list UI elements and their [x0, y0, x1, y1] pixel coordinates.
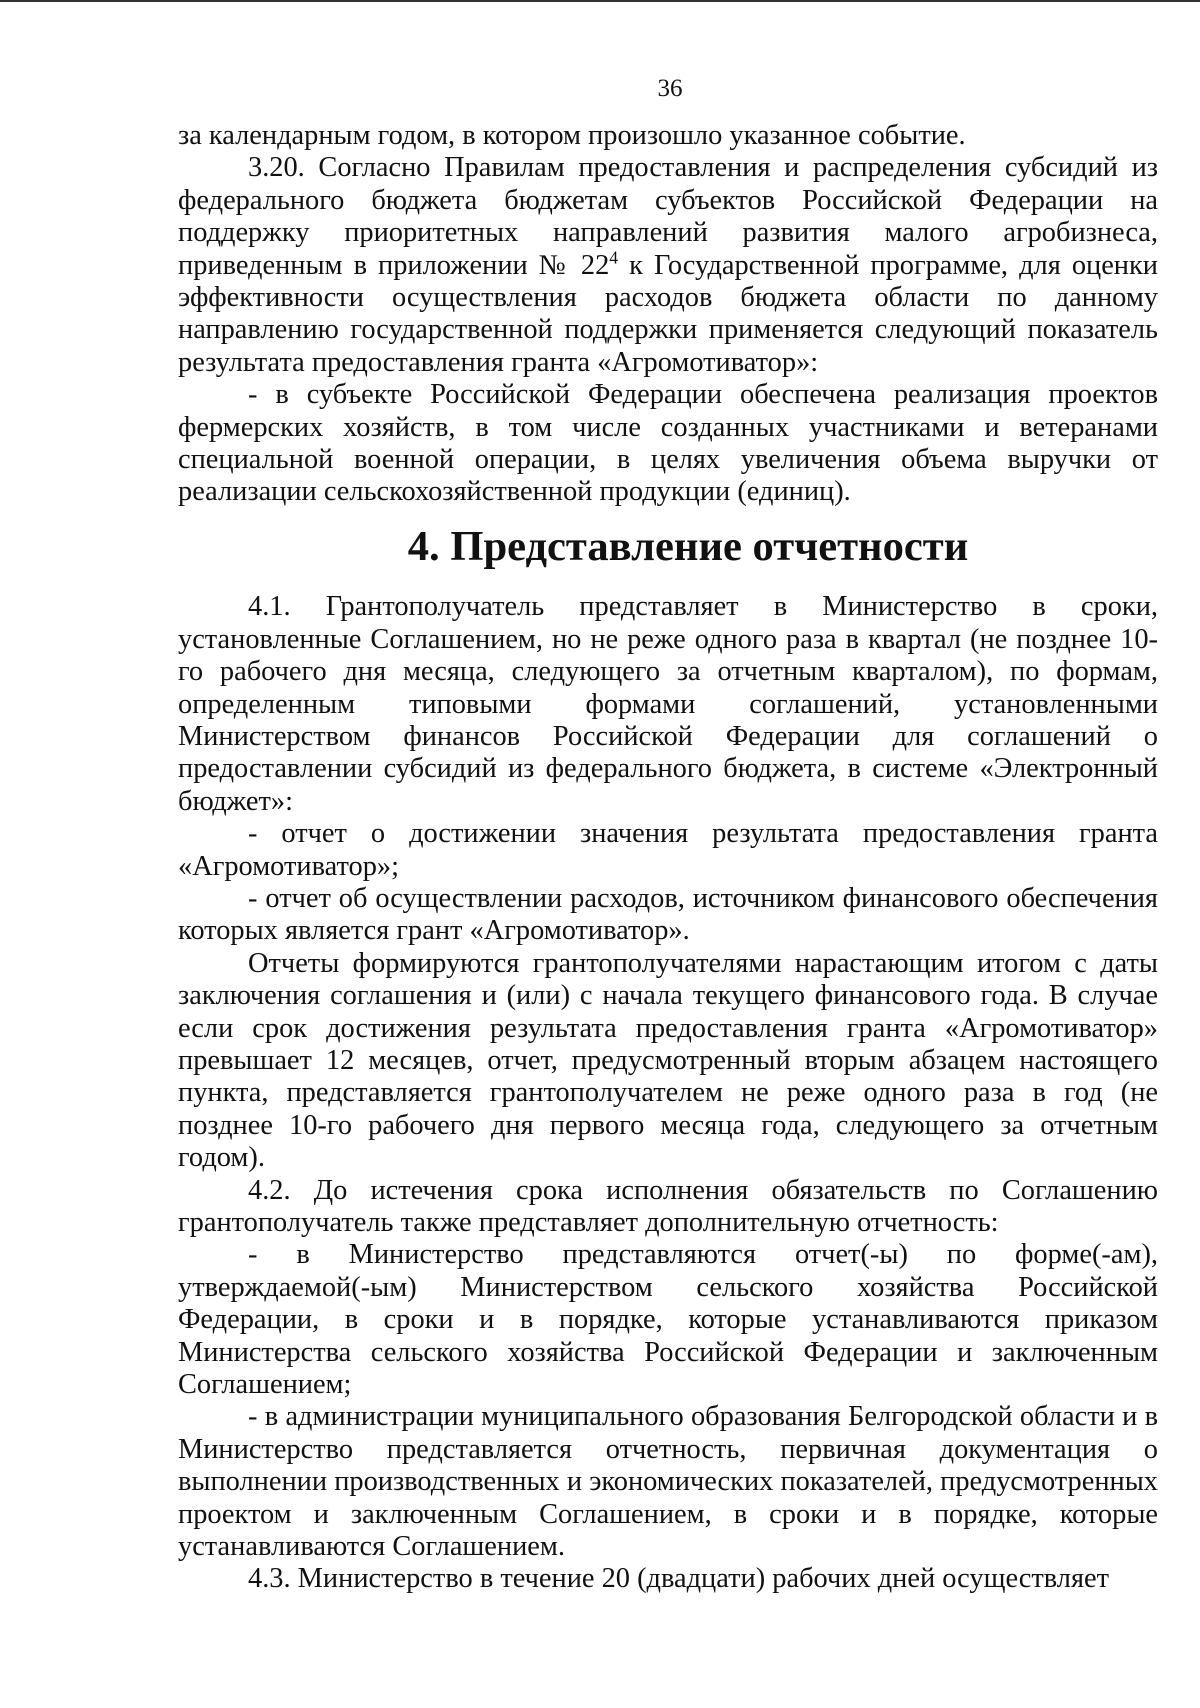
- additional-report-item-2: - в администрации муниципального образования Белгородской области и в Министерство представляется отчетность, первичная документация о выполнении производственных и экономических показателей, предусмотренных проектом и заключенным Соглашением, в сроки и в порядке, которые устанавливаются Соглашением.: [178, 1401, 1158, 1563]
- section-heading-reporting: 4. Представление отчетности: [407, 522, 969, 570]
- paragraph-3-20-text-end: к Государственной программе, для оценки эффективности осуществления расходов бюджета области по данному направлению государственной поддержки применяется следующий показатель результата предоставления гранта «Агромотиватор»:: [178, 249, 1158, 378]
- page-number: 36: [657, 75, 683, 102]
- report-list-item-2: - отчет об осуществлении расходов, источником финансового обеспечения которых является грант «Агромотиватор».: [178, 882, 1158, 947]
- indicator-list-item: - в субъекте Российской Федерации обеспечена реализация проектов фермерских хозяйств, в том числе созданных участниками и ветеранами специальной военной операции, в целях увеличения объема выручки от реализации сельскохозяйственной продукции (единиц).: [178, 379, 1158, 508]
- report-list-item-1: - отчет о достижении значения результата предоставления гранта «Агромотиватор»;: [178, 818, 1158, 882]
- paragraph-4-2: 4.2. До истечения срока исполнения обязательств по Соглашению грантополучатель также представляет дополнительную отчетность:: [178, 1174, 1158, 1238]
- paragraph-reports-formed: Отчеты формируются грантополучателями нарастающим итогом с даты заключения соглашения и (или) с начала текущего финансового года. В случае если срок достижения результата предоставления гранта «Агромотиватор» превышает 12 месяцев, отчет, предусмотренный вторым абзацем настоящего пункта, представляется грантополучателем не реже одного раза в год (не позднее 10-го рабочего дня первого месяца года, следующего за отчетным годом).: [178, 947, 1158, 1174]
- paragraph-4-1: 4.1. Грантополучатель представляет в Министерство в сроки, установленные Соглашением, но не реже одного раза в квартал (не позднее 10-го рабочего дня месяца, следующего за отчетным кварталом), по формам, определенным типовыми формами соглашений, установленными Министерством финансов Российской Федерации для соглашений о предоставлении субсидий из федерального бюджета, в системе «Электронный бюджет»:: [178, 591, 1158, 817]
- document-body: [178, 120, 1158, 1596]
- paragraph-3-20-text-start: 3.20. Согласно Правилам предоставления и распределения субсидий из федерального бюджета бюджетам субъектов Российской Федерации на поддержку приоритетных направлений развития малого агробизнеса, приведенным в приложении № 22: [178, 152, 1158, 281]
- additional-report-item-1: - в Министерство представляются отчет(-ы) по форме(-ам), утверждаемой(-ым) Министерством сельского хозяйства Российской Федерации, в сроки и в порядке, которые устанавливаются приказом Министерства сельского хозяйства Российской Федерации и заключенным Соглашением;: [178, 1239, 1158, 1401]
- paragraph-continuation: за календарным годом, в котором произошло указанное событие.: [178, 120, 966, 151]
- page-top-edge: [0, 0, 1200, 2]
- footnote-superscript: 4: [609, 247, 619, 268]
- paragraph-3-20: [178, 152, 1158, 379]
- paragraph-4-3: 4.3. Министерство в течение 20 (двадцати) рабочих дней осуществляет: [248, 1563, 1110, 1595]
